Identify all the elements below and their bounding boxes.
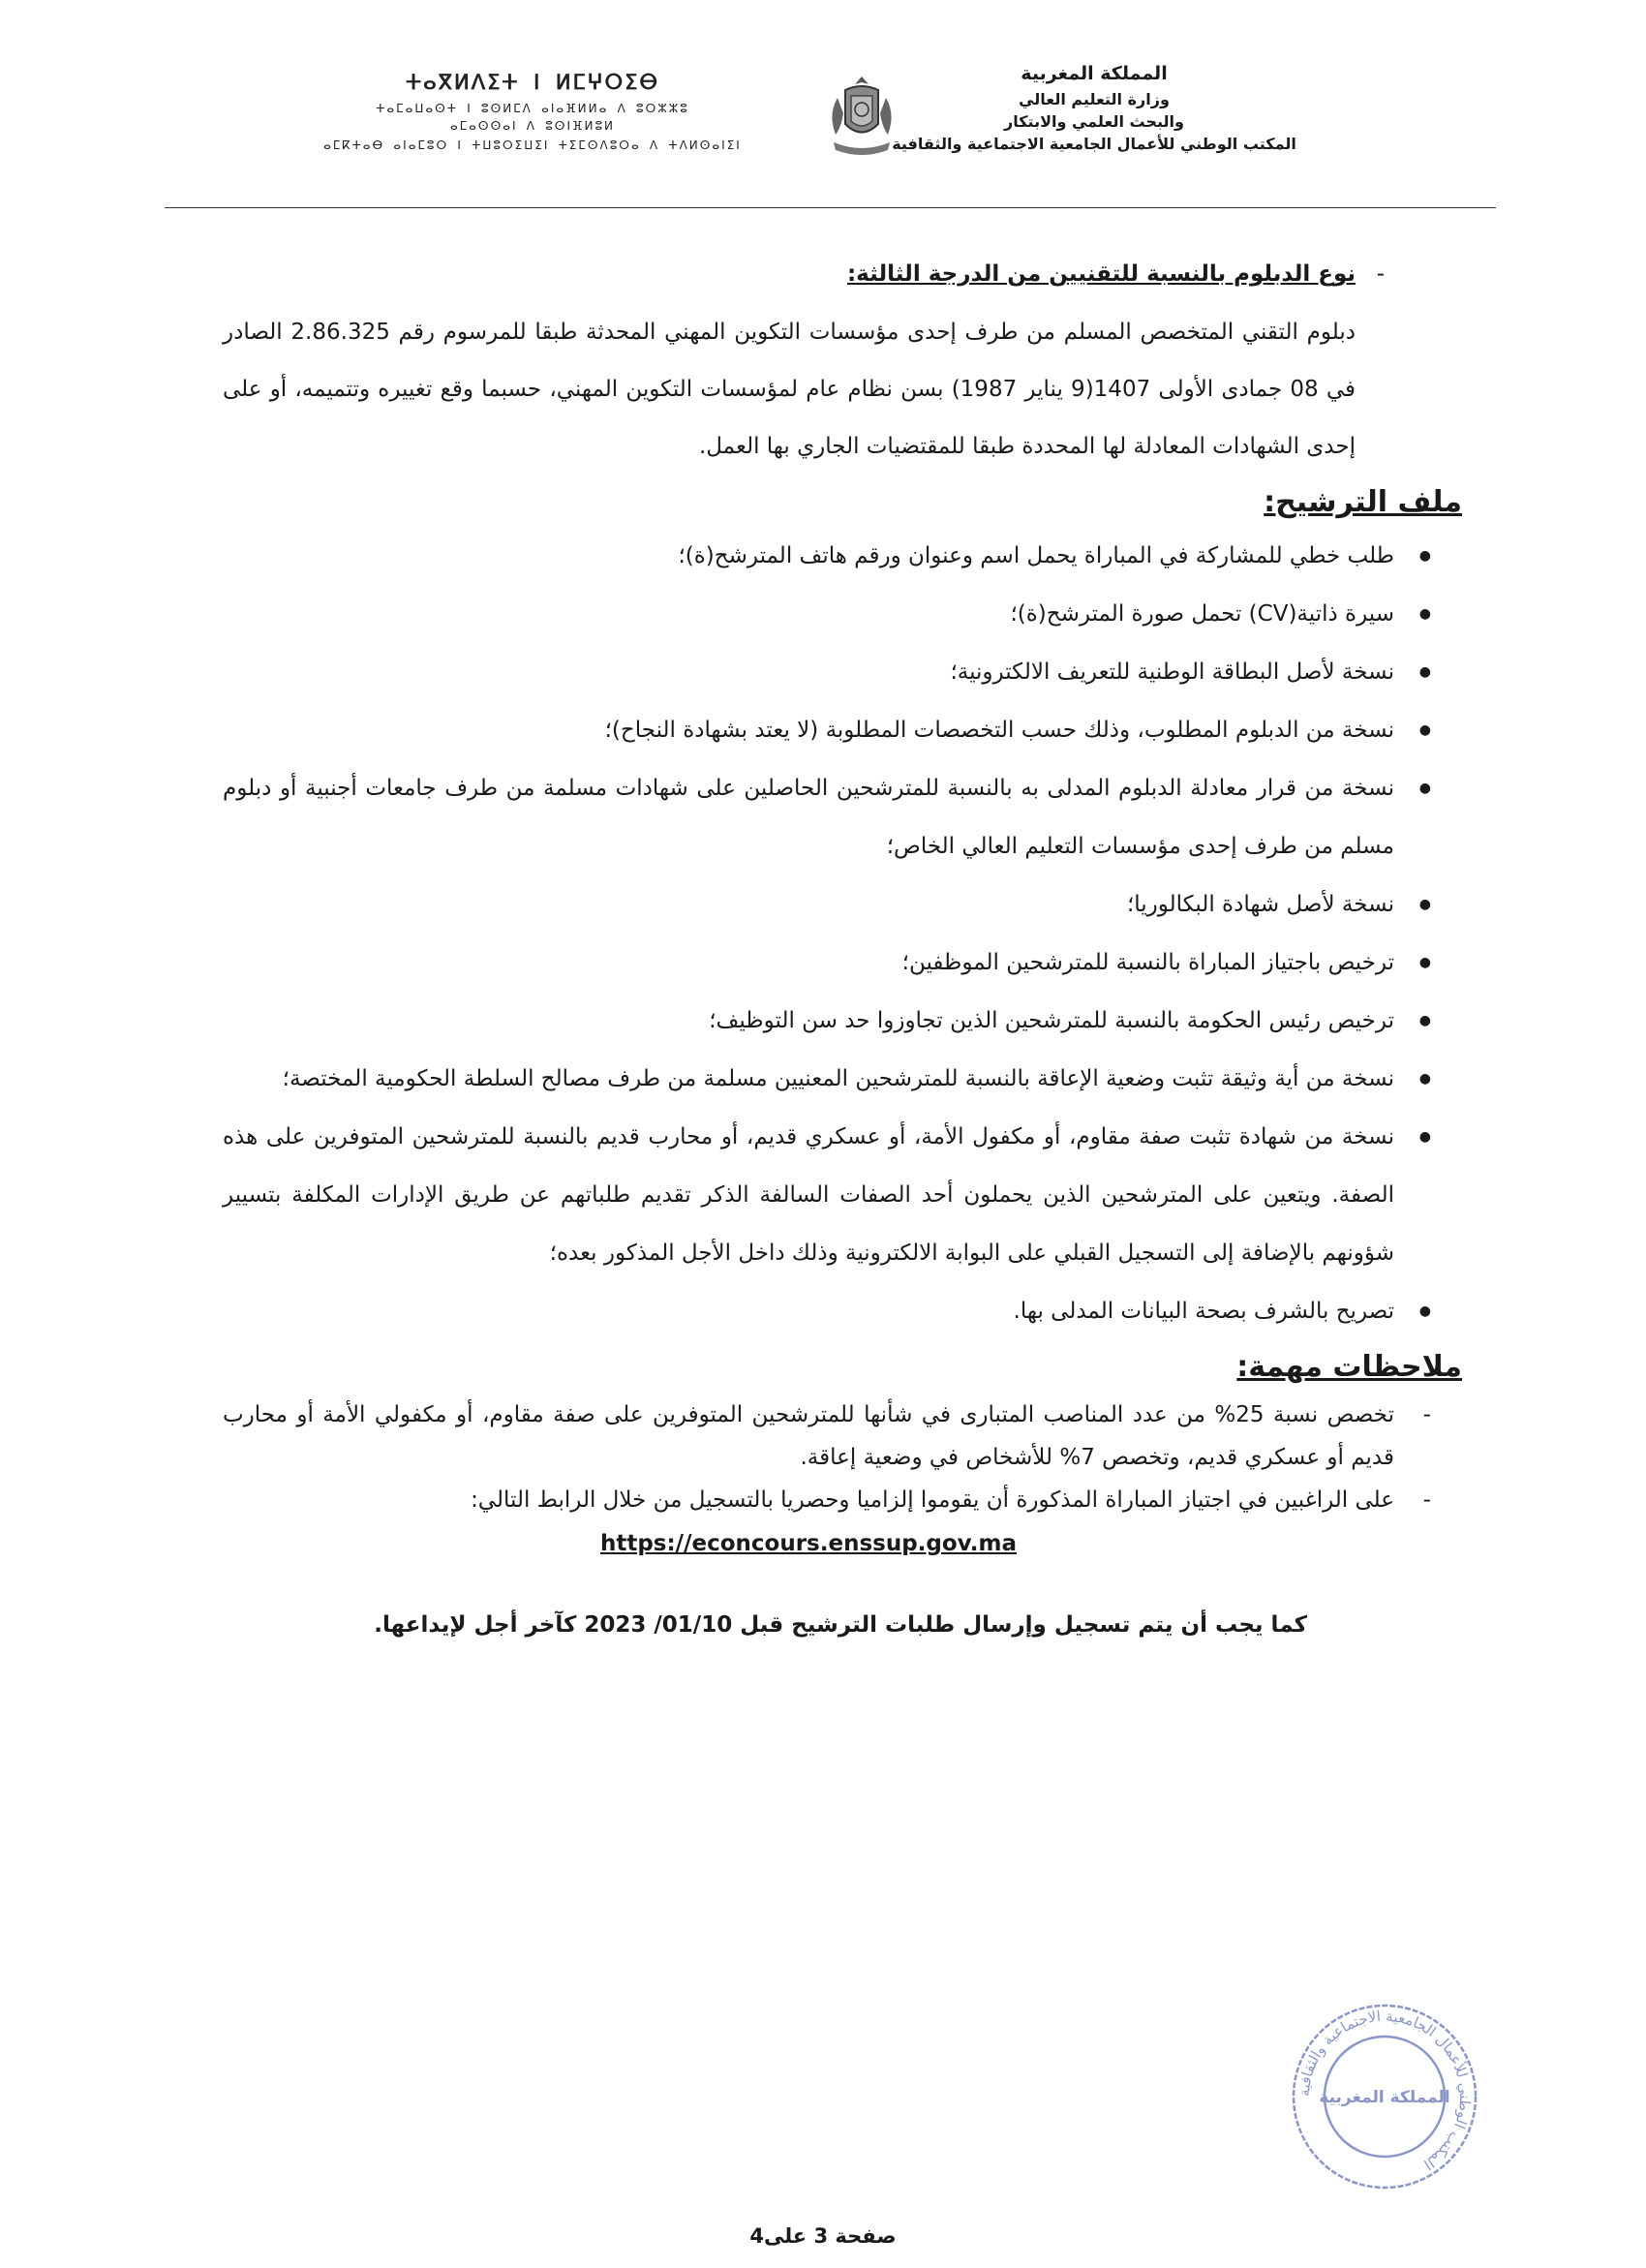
note-item: - تخصص نسبة 25% من عدد المناصب المتبارى في شأنها للمترشحين المتوفرين على صفة مقاوم، أو مكفولي الأمة أو محارب قديم أو عسكري قديم، وتخصص 7% للأشخاص في وضعية إعاقة. [223, 1394, 1394, 1479]
tifinagh-kingdom-name: ⵜⴰⴳⵍⴷⵉⵜ ⵏ ⵍⵎⵖⵔⵉⴱ [405, 71, 660, 94]
heading-dash: - [1376, 261, 1385, 287]
list-item: ● نسخة من قرار معادلة الدبلوم المدلى به بالنسبة للمترشحين الحاصلين على شهادات مسلمة من طرف جامعات أجنبية أو دبلوم مسلم من طرف إحدى مؤسسات التعليم العالي الخاص؛ [223, 759, 1394, 875]
deadline-notice: كما يجب أن يتم تسجيل وإرسال طلبات الترشيح قبل 01/10/ 2023 كآخر أجل لإيداعها. [374, 1612, 1307, 1638]
list-item: ● ترخيص رئيس الحكومة بالنسبة للمترشحين الذين تجاوزوا حد سن التوظيف؛ [223, 992, 1394, 1050]
header-divider [165, 207, 1496, 208]
application-file-heading: ملف الترشيح: [1264, 485, 1462, 519]
tifinagh-office-name: ⴰⵎⴽⵜⴰⴱ ⴰⵏⴰⵎⵓⵔ ⵏ ⵜⵡⵓⵔⵉⵡⵉⵏ ⵜⵉⵎⵙⴷⵓⵔⴰ ⴷ ⵜⴷⵍⵙⴰⵏⵉⵏ [323, 138, 742, 152]
list-item: ● نسخة من شهادة تثبت صفة مقاوم، أو مكفول الأمة، أو عسكري قديم، أو محارب قديم بالنسبة للمترشحين المتوفرين على هذه الصفة. ويتعين على المترشحين الذين يحملون أحد الصفات السالفة الذكر تقديم طلباتهم عن طريق الإدارات المكلفة بتسيير شؤونهم بالإضافة إلى التسجيل القبلي على البوابة الالكترونية وذلك داخل الأجل المذكور بعده؛ [223, 1108, 1394, 1282]
ministry-name: وزارة التعليم العالي [1019, 90, 1170, 108]
page-number: صفحة 3 على4 [749, 2224, 897, 2248]
important-notes-list [223, 1394, 1394, 1521]
official-stamp [1288, 2000, 1481, 2193]
list-item: ● سيرة ذاتية(CV) تحمل صورة المترشح(ة)؛ [223, 585, 1394, 643]
important-notes-heading: ملاحظات مهمة: [1236, 1350, 1462, 1384]
registration-link[interactable]: https://econcours.enssup.gov.ma [599, 1531, 1018, 1556]
list-item: ● طلب خطي للمشاركة في المباراة يحمل اسم وعنوان ورقم هاتف المترشح(ة)؛ [223, 527, 1394, 585]
tifinagh-ministry-name-cont: ⴰⵎⴰⵙⵙⴰⵏ ⴷ ⵓⵙⵏⴼⵍⵓⵍ [449, 119, 616, 133]
list-item: ● نسخة لأصل شهادة البكالوريا؛ [223, 875, 1394, 934]
diploma-line: لمؤسسات التكوين المهني، حسبما وقع تغييره وتتميمه، أو على إحدى الشهادات المعادلة لها [223, 377, 1356, 459]
application-file-list [223, 527, 1394, 1340]
stamp-center-text: المملكة المغربية [1319, 2088, 1450, 2107]
list-item: ● نسخة من أية وثيقة تثبت وضعية الإعاقة بالنسبة للمترشحين المعنيين مسلمة من طرف مصالح السلطة الحكومية المختصة؛ [223, 1050, 1394, 1108]
tifinagh-letterhead [290, 71, 775, 152]
kingdom-name: المملكة المغربية [1021, 63, 1168, 84]
diploma-heading [223, 261, 1385, 287]
coat-of-arms-icon [818, 71, 905, 168]
ministry-name-cont: والبحث العلمي والابتكار [1004, 112, 1184, 131]
letterhead [0, 53, 1646, 179]
diploma-line: للمرسوم رقم 2.86.325 الصادر في 08 جمادى الأولى 1407(9 يناير 1987) بسن نظام عام [223, 320, 1356, 402]
diploma-line: المحددة طبقا للمقتضيات الجاري بها العمل. [698, 434, 1096, 459]
stamp-ring-text: المكتب الوطني للأعمال الجامعية الاجتماعية والثقافية [1295, 2007, 1475, 2174]
list-item: ● ترخيص باجتياز المباراة بالنسبة للمترشحين الموظفين؛ [223, 934, 1394, 992]
tifinagh-ministry-name: ⵜⴰⵎⴰⵡⴰⵙⵜ ⵏ ⵓⵙⵍⵎⴷ ⴰⵏⴰⴼⵍⵍⴰ ⴷ ⵓⵔⵣⵣⵓ [376, 102, 689, 115]
list-item: ● نسخة لأصل البطاقة الوطنية للتعريف الالكترونية؛ [223, 643, 1394, 701]
arabic-letterhead [871, 63, 1317, 153]
diploma-description [223, 304, 1356, 475]
list-item: ● تصريح بالشرف بصحة البيانات المدلى بها. [223, 1282, 1394, 1340]
note-item: - على الراغبين في اجتياز المباراة المذكورة أن يقوموا إلزاميا وحصريا بالتسجيل من خلال الرابط التالي: [223, 1479, 1394, 1521]
list-item: ● نسخة من الدبلوم المطلوب، وذلك حسب التخصصات المطلوبة (لا يعتد بشهادة النجاح)؛ [223, 701, 1394, 759]
document-body [223, 261, 1462, 1638]
diploma-line: دبلوم التقني المتخصص المسلم من طرف إحدى مؤسسات التكوين المهني المحدثة طبقا [534, 320, 1356, 345]
office-name: المكتب الوطني للأعمال الجامعية الاجتماعية والثقافية [892, 135, 1296, 153]
diploma-heading-text: نوع الدبلوم بالنسبة للتقنيين من الدرجة الثالثة: [846, 261, 1356, 287]
